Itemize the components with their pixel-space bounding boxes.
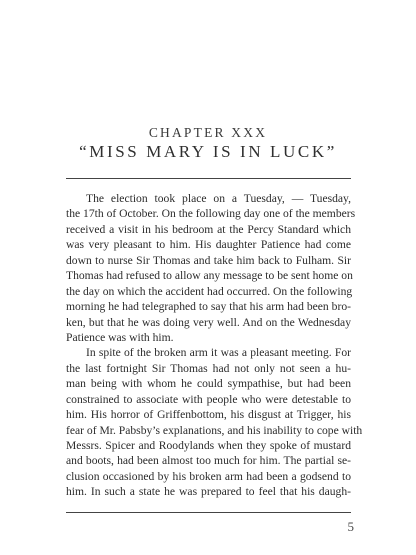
text-line: constrained to associate with people who were detestable to <box>66 392 351 406</box>
top-rule <box>66 178 351 179</box>
text-line: was very pleasant to him. His daughter Patience had come <box>66 238 351 252</box>
text-line: the 17th of October. On the following day one of the members <box>66 207 356 221</box>
text-line: fear of Mr. Pabsby’s explanations, and his inability to cope with <box>66 423 363 437</box>
text-line: Patience was with him. <box>66 330 174 344</box>
page-number: 5 <box>347 519 354 534</box>
body-text <box>66 191 363 500</box>
text-line: Thomas had refused to allow any message to be sent home on <box>66 269 353 283</box>
text-line: Messrs. Spicer and Roodylands when they spoke of mustard <box>66 439 351 452</box>
text-line: him. His horror of Griffenbottom, his disgust at Trigger, his <box>66 408 351 422</box>
text-line: received a visit in his bedroom at the Percy Standard which <box>66 222 351 236</box>
text-line: The election took place on a Tuesday, — Tuesday, <box>86 192 351 205</box>
chapter-title: “MISS MARY IS IN LUCK” <box>79 142 337 161</box>
text-line: the day on which the accident had occurred. On the following <box>66 284 353 298</box>
text-line: ken, but that he was doing very well. And on the Wednesday <box>66 315 351 329</box>
chapter-number: CHAPTER XXX <box>148 125 268 140</box>
text-line: man being with whom he could sympathise, but had been <box>66 377 351 391</box>
text-line: down to nurse Sir Thomas and take him back to Fulham. Sir <box>66 253 351 267</box>
text-line: clusion occasioned by his broken arm had been a godsend to <box>66 469 351 483</box>
text-line: him. In such a state he was prepared to feel that his daugh- <box>66 485 351 499</box>
text-line: morning he had telegraphed to say that his arm had been bro- <box>66 300 351 314</box>
text-line: In spite of the broken arm it was a pleasant meeting. For <box>86 346 351 360</box>
text-line: and boots, had been almost too much for him. The partial se- <box>66 454 351 468</box>
bottom-rule <box>66 512 351 513</box>
text-line: the last fortnight Sir Thomas had not only not seen a hu- <box>66 361 351 375</box>
